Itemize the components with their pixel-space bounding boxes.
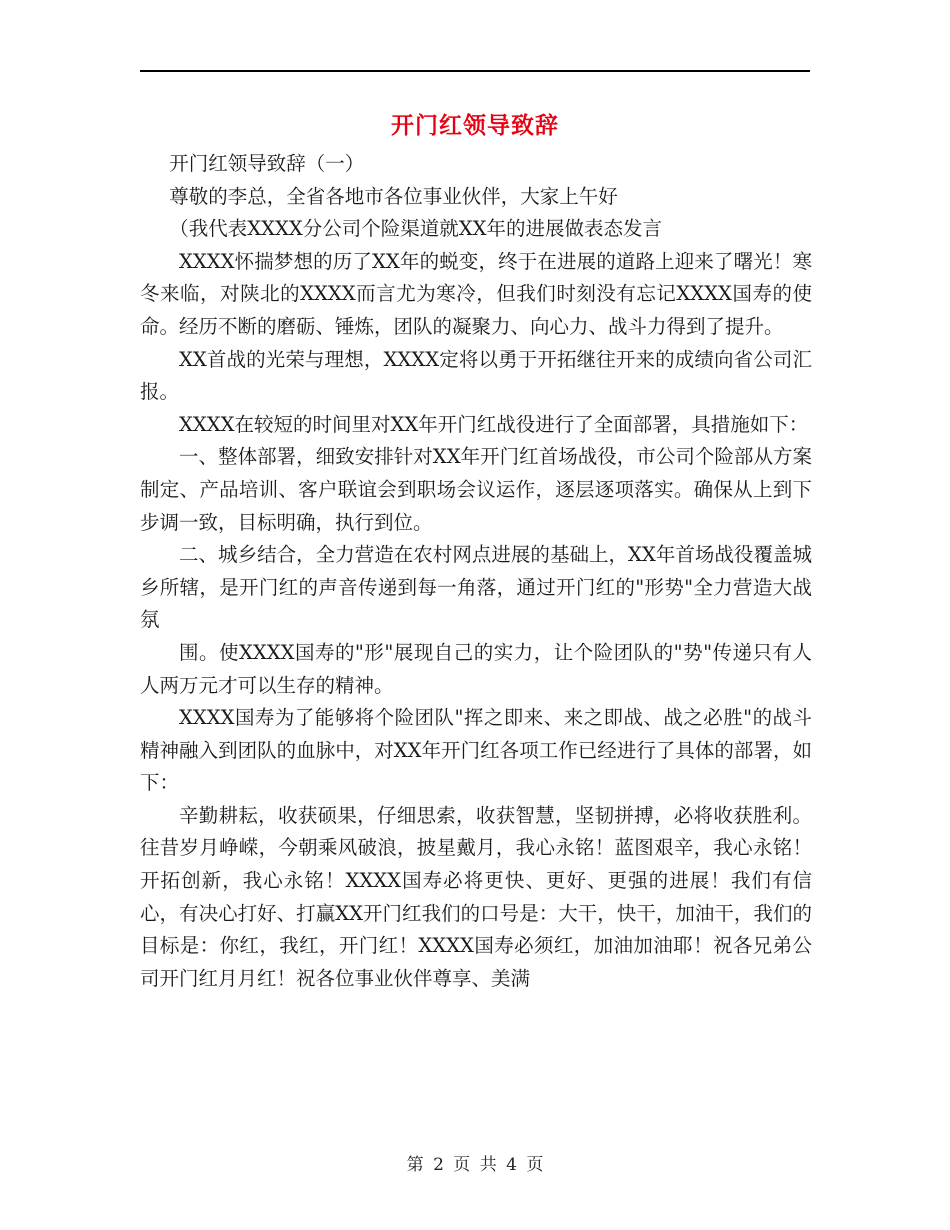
footer-page-suffix: 页: [526, 1155, 544, 1175]
paragraph-history: XXXX怀揣梦想的历了XX年的蜕变，终于在进展的道路上迎来了曙光！寒冬来临，对陕北的XXXX而言尤为寒冷，但我们时刻没有忘记XXXX国寿的使命。经历不断的磨砺、锤炼，团队的凝聚力、向心力、战斗力得到了提升。: [140, 249, 812, 338]
paragraph-measures-intro: XXXX在较短的时间里对XX年开门红战役进行了全面部署，具措施如下：: [179, 412, 809, 436]
paragraph-subtitle: 开门红领导致辞（一）: [169, 152, 365, 175]
footer-current-page: 2: [433, 1155, 444, 1175]
footer-total-pages: 4: [506, 1155, 517, 1175]
paragraph-measure-two-cont: 围。使XXXX国寿的"形"展现自己的实力，让个险团队的"势"传递只有人人两万元才可以生存的精神。: [140, 640, 812, 697]
footer-page-prefix: 第: [406, 1155, 424, 1175]
paragraph-statement: （我代表XXXX分公司个险渠道就XX年的进展做表态发言: [169, 217, 663, 241]
document-title: 开门红领导致辞: [391, 112, 559, 139]
paragraph-measure-two: 二、城乡结合，全力营造在农村网点进展的基础上，XX年首场战役覆盖城乡所辖，是开门红的声音传递到每一角落，通过开门红的"形势"全力营造大战氛: [140, 543, 812, 632]
header-rule: [140, 70, 810, 72]
document-body: [140, 148, 812, 995]
page-footer: [0, 1153, 950, 1177]
paragraph-measure-one: 一、整体部署，细致安排针对XX年开门红首场战役，市公司个险部从方案制定、产品培训、客户联谊会到职场会议运作，逐层逐项落实。确保从上到下步调一致，目标明确，执行到位。: [140, 445, 812, 534]
paragraph-closing: 辛勤耕耘，收获硕果，仔细思索，收获智慧，坚韧拼搏，必将收获胜利。往昔岁月峥嵘，今朝乘风破浪，披星戴月，我心永铭！蓝图艰辛，我心永铭！开拓创新，我心永铭！XXXX国寿必将更快、更好、更强的进展！我们有信心，有决心打好、打赢XX开门红我们的口号是：大干，快干，加油干，我们的目标是：你红，我红，开门红！XXXX国寿必须红，加油加油耶！祝各兄弟公司开门红月月红！祝各位事业伙伴尊享、美满: [140, 803, 812, 990]
footer-page-mid: 页: [453, 1155, 471, 1175]
paragraph-first-battle: XX首战的光荣与理想，XXXX定将以勇于开拓继往开来的成绩向省公司汇报。: [140, 347, 812, 404]
paragraph-greeting: 尊敬的李总，全省各地市各位事业伙伴，大家上午好: [169, 184, 618, 208]
footer-total-label: 共: [479, 1155, 497, 1175]
paragraph-team-spirit: XXXX国寿为了能够将个险团队"挥之即来、来之即战、战之必胜"的战斗精神融入到团队的血脉中，对XX年开门红各项工作已经进行了具体的部署，如下：: [140, 706, 812, 795]
